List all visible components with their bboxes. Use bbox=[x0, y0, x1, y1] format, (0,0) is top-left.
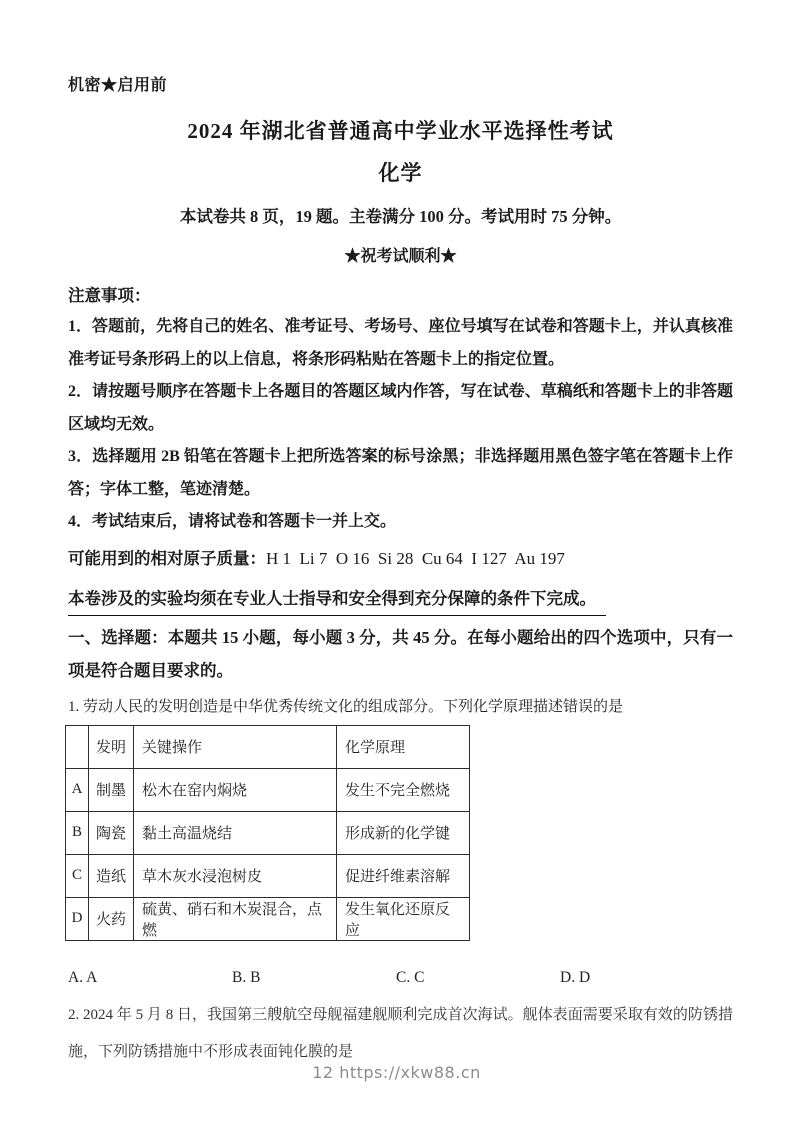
table-cell: 促进纤维素溶解 bbox=[337, 854, 470, 897]
exam-title: 2024 年湖北省普通高中学业水平选择性考试 bbox=[187, 119, 614, 143]
table-cell: 黏土高温烧结 bbox=[134, 811, 337, 854]
table-cell: 发生氧化还原反应 bbox=[337, 897, 470, 940]
table-cell: 陶瓷 bbox=[89, 811, 134, 854]
table-cell: C bbox=[66, 854, 89, 897]
notice-item-2: 2．请按题号顺序在答题卡上各题目的答题区域内作答，写在试卷、草稿纸和答题卡上的非答题区域均无效。 bbox=[68, 383, 733, 433]
safety-note-line bbox=[68, 584, 733, 616]
page-footer: 12 https://xkw88.cn bbox=[312, 1063, 481, 1082]
question1-text: 1. 劳动人民的发明创造是中华优秀传统文化的组成部分。下列化学原理描述错误的是 bbox=[68, 698, 624, 715]
question1-table bbox=[65, 725, 470, 941]
option-d: D. D bbox=[560, 968, 591, 986]
question2-text: 2. 2024 年 5 月 8 日，我国第三艘航空母舰福建舰顺利完成首次海试。舰体表面需要采取有效的防锈措施，下列防锈措施中不形成表面钝化膜的是 bbox=[68, 1006, 733, 1060]
question1-options bbox=[68, 969, 733, 987]
exam-info-line: 本试卷共 8 页，19 题。主卷满分 100 分。考试用时 75 分钟。 bbox=[179, 207, 622, 226]
table-cell: A bbox=[66, 768, 89, 811]
notices-list bbox=[68, 311, 733, 539]
wish-line: ★祝考试顺利★ bbox=[344, 248, 457, 265]
table-header-cell: 化学原理 bbox=[337, 725, 470, 768]
atomic-masses-line bbox=[68, 544, 733, 574]
table-cell: 造纸 bbox=[89, 854, 134, 897]
table-cell: 松木在窑内焖烧 bbox=[134, 768, 337, 811]
atomic-masses-label: 可能用到的相对原子质量： bbox=[68, 548, 266, 568]
table-cell: 制墨 bbox=[89, 768, 134, 811]
table-cell: 发生不完全燃烧 bbox=[337, 768, 470, 811]
notice-item-4: 4．考试结束后，请将试卷和答题卡一并上交。 bbox=[68, 513, 397, 530]
table-cell: 硫黄、硝石和木炭混合，点燃 bbox=[134, 897, 337, 940]
table-row bbox=[66, 897, 470, 940]
table-cell: 草木灰水浸泡树皮 bbox=[134, 854, 337, 897]
table-cell: D bbox=[66, 897, 89, 940]
classification-label: 机密★启用前 bbox=[68, 77, 168, 94]
subject-title: 化学 bbox=[378, 161, 423, 185]
table-cell: B bbox=[66, 811, 89, 854]
table-row bbox=[66, 811, 470, 854]
table-row bbox=[66, 854, 470, 897]
notice-item-1: 1．答题前，先将自己的姓名、准考证号、考场号、座位号填写在试卷和答题卡上，并认真核准准考证号条形码上的以上信息，将条形码粘贴在答题卡上的指定位置。 bbox=[68, 318, 733, 368]
notice-item-3: 3．选择题用 2B 铅笔在答题卡上把所选答案的标号涂黑；非选择题用黑色签字笔在答题卡上作答；字体工整，笔迹清楚。 bbox=[68, 448, 733, 498]
notices-title: 注意事项： bbox=[68, 286, 151, 305]
atomic-masses-values: H 1 Li 7 O 16 Si 28 Cu 64 I 127 Au 197 bbox=[266, 548, 565, 568]
table-header-row bbox=[66, 725, 470, 768]
table-header-cell bbox=[66, 725, 89, 768]
option-c: C. C bbox=[396, 968, 425, 986]
option-b: B. B bbox=[232, 968, 261, 986]
table-header-cell: 发明 bbox=[89, 725, 134, 768]
section1-heading: 一、选择题：本题共 15 小题，每小题 3 分，共 45 分。在每小题给出的四个选项中，只有一项是符合题目要求的。 bbox=[68, 627, 733, 680]
table-cell: 形成新的化学键 bbox=[337, 811, 470, 854]
table-header-cell: 关键操作 bbox=[134, 725, 337, 768]
safety-note-text: 本卷涉及的实验均须在专业人士指导和安全得到充分保障的条件下完成。 bbox=[68, 584, 606, 616]
table-row bbox=[66, 768, 470, 811]
table-cell: 火药 bbox=[89, 897, 134, 940]
option-a: A. A bbox=[68, 968, 98, 986]
